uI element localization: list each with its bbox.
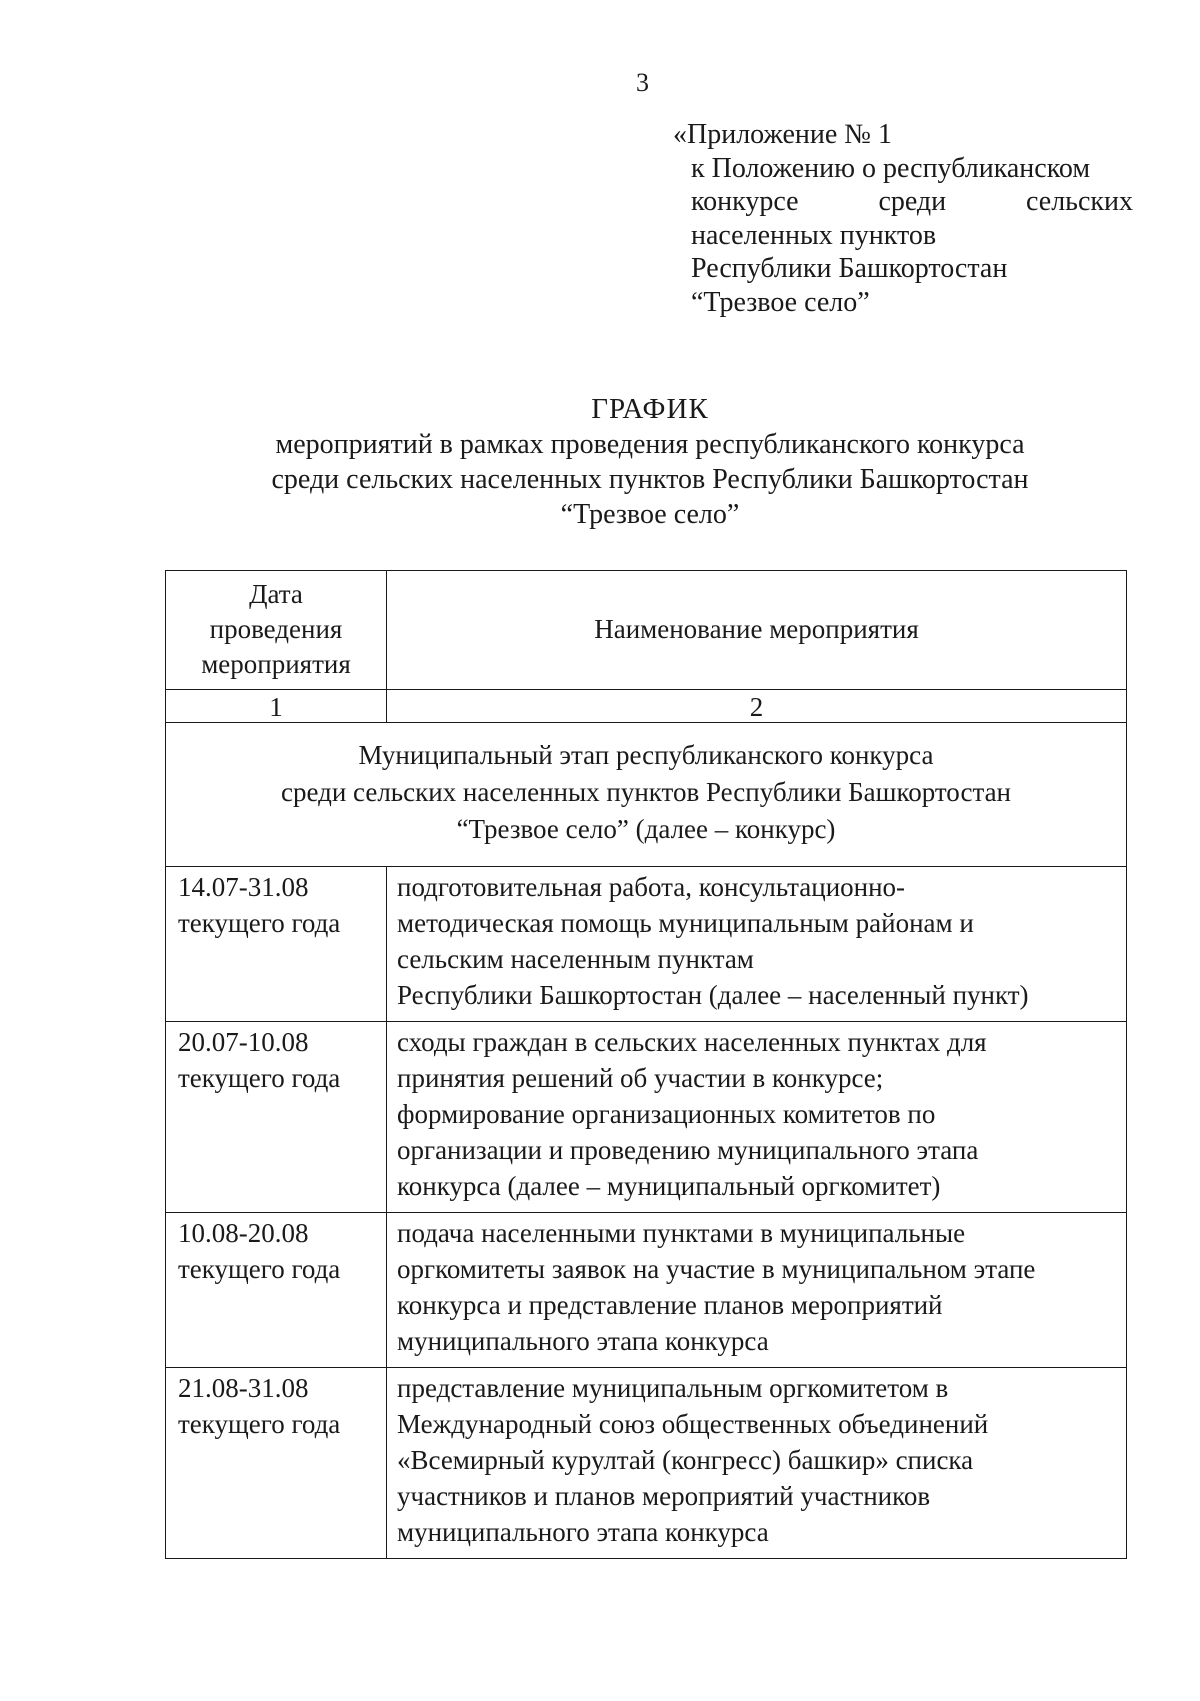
appendix-word: среди <box>878 186 947 217</box>
event-date: 14.07-31.08 <box>178 872 309 902</box>
column-number-row <box>166 690 1127 723</box>
title-line: среди сельских населенных пунктов Республики Башкортостан <box>271 464 1029 495</box>
event-date: 20.07-10.08 <box>178 1027 309 1057</box>
event-date-note: текущего года <box>178 908 341 938</box>
event-date: 10.08-20.08 <box>178 1218 309 1248</box>
table-row <box>166 1368 1127 1559</box>
appendix-line: “Трезвое село” <box>691 286 870 318</box>
appendix-note <box>673 118 1133 319</box>
stage-line: среди сельских населенных пунктов Республики Башкортостан <box>280 777 1012 807</box>
event-date-cell <box>166 1368 387 1559</box>
table-row <box>166 1022 1127 1213</box>
title-line: “Трезвое село” <box>560 499 740 530</box>
table-row <box>166 1213 1127 1368</box>
event-name-line: конкурса и представление планов мероприятий <box>397 1290 943 1320</box>
event-name-line: методическая помощь муниципальным районам и <box>397 908 974 938</box>
stage-row <box>166 723 1127 867</box>
event-name-line: подача населенными пунктами в муниципальные <box>397 1218 966 1248</box>
appendix-word: конкурсе <box>691 186 799 217</box>
event-name-cell <box>387 867 1127 1022</box>
appendix-line <box>673 185 1133 219</box>
appendix-title: «Приложение № 1 <box>673 119 892 150</box>
document-title <box>150 392 1150 532</box>
title-line: мероприятий в рамках проведения республиканского конкурса <box>275 429 1025 460</box>
event-name-line: представление муниципальным оргкомитетом в <box>397 1373 949 1403</box>
event-name-line: муниципального этапа конкурса <box>397 1517 769 1547</box>
appendix-line: населенных пунктов <box>691 219 937 251</box>
header-date-line: проведения <box>209 613 343 644</box>
event-name-line: участников и планов мероприятий участников <box>397 1481 931 1511</box>
appendix-word: сельских <box>1026 186 1133 217</box>
event-name-line: «Всемирный курултай (конгресс) башкир» списка <box>397 1445 974 1475</box>
event-name-line: оргкомитеты заявок на участие в муниципальном этапе <box>397 1254 1036 1284</box>
event-name-line: муниципального этапа конкурса <box>397 1326 769 1356</box>
page-number: 3 <box>636 68 649 97</box>
header-date-cell <box>166 571 387 690</box>
event-name-line: Республики Башкортостан (далее – населенный пункт) <box>397 980 1029 1010</box>
event-name-line: организации и проведению муниципального этапа <box>397 1135 979 1165</box>
header-name-cell: Наименование мероприятия <box>387 571 1127 690</box>
event-date: 21.08-31.08 <box>178 1373 309 1403</box>
table-row <box>166 867 1127 1022</box>
event-name-line: сельским населенным пунктам <box>397 944 754 974</box>
stage-line: “Трезвое село” (далее – конкурс) <box>456 814 836 844</box>
header-date-line: Дата <box>249 578 303 609</box>
appendix-line: к Положению о республиканском <box>691 152 1091 184</box>
event-name-cell <box>387 1213 1127 1368</box>
event-name-line: Международный союз общественных объединений <box>397 1409 989 1439</box>
event-date-note: текущего года <box>178 1409 341 1439</box>
event-date-note: текущего года <box>178 1063 341 1093</box>
event-name-line: подготовительная работа, консультационно- <box>397 872 906 902</box>
column-number: 1 <box>166 690 387 723</box>
event-name-cell <box>387 1022 1127 1213</box>
stage-cell <box>166 723 1127 867</box>
schedule-table <box>165 570 1127 1559</box>
event-name-line: конкурса (далее – муниципальный оргкомитет) <box>397 1171 941 1201</box>
column-number: 2 <box>387 690 1127 723</box>
event-date-cell <box>166 1022 387 1213</box>
event-name-cell <box>387 1368 1127 1559</box>
event-date-note: текущего года <box>178 1254 341 1284</box>
event-name-line: сходы граждан в сельских населенных пунктах для <box>397 1027 987 1057</box>
event-name-line: формирование организационных комитетов по <box>397 1099 936 1129</box>
event-name-line: принятия решений об участии в конкурсе; <box>397 1063 884 1093</box>
title-heading: ГРАФИК <box>591 393 709 425</box>
event-date-cell <box>166 1213 387 1368</box>
table-header-row <box>166 571 1127 690</box>
event-date-cell <box>166 867 387 1022</box>
stage-line: Муниципальный этап республиканского конкурса <box>358 740 934 770</box>
appendix-line: Республики Башкортостан <box>691 253 1008 284</box>
header-date-line: мероприятия <box>201 648 351 679</box>
